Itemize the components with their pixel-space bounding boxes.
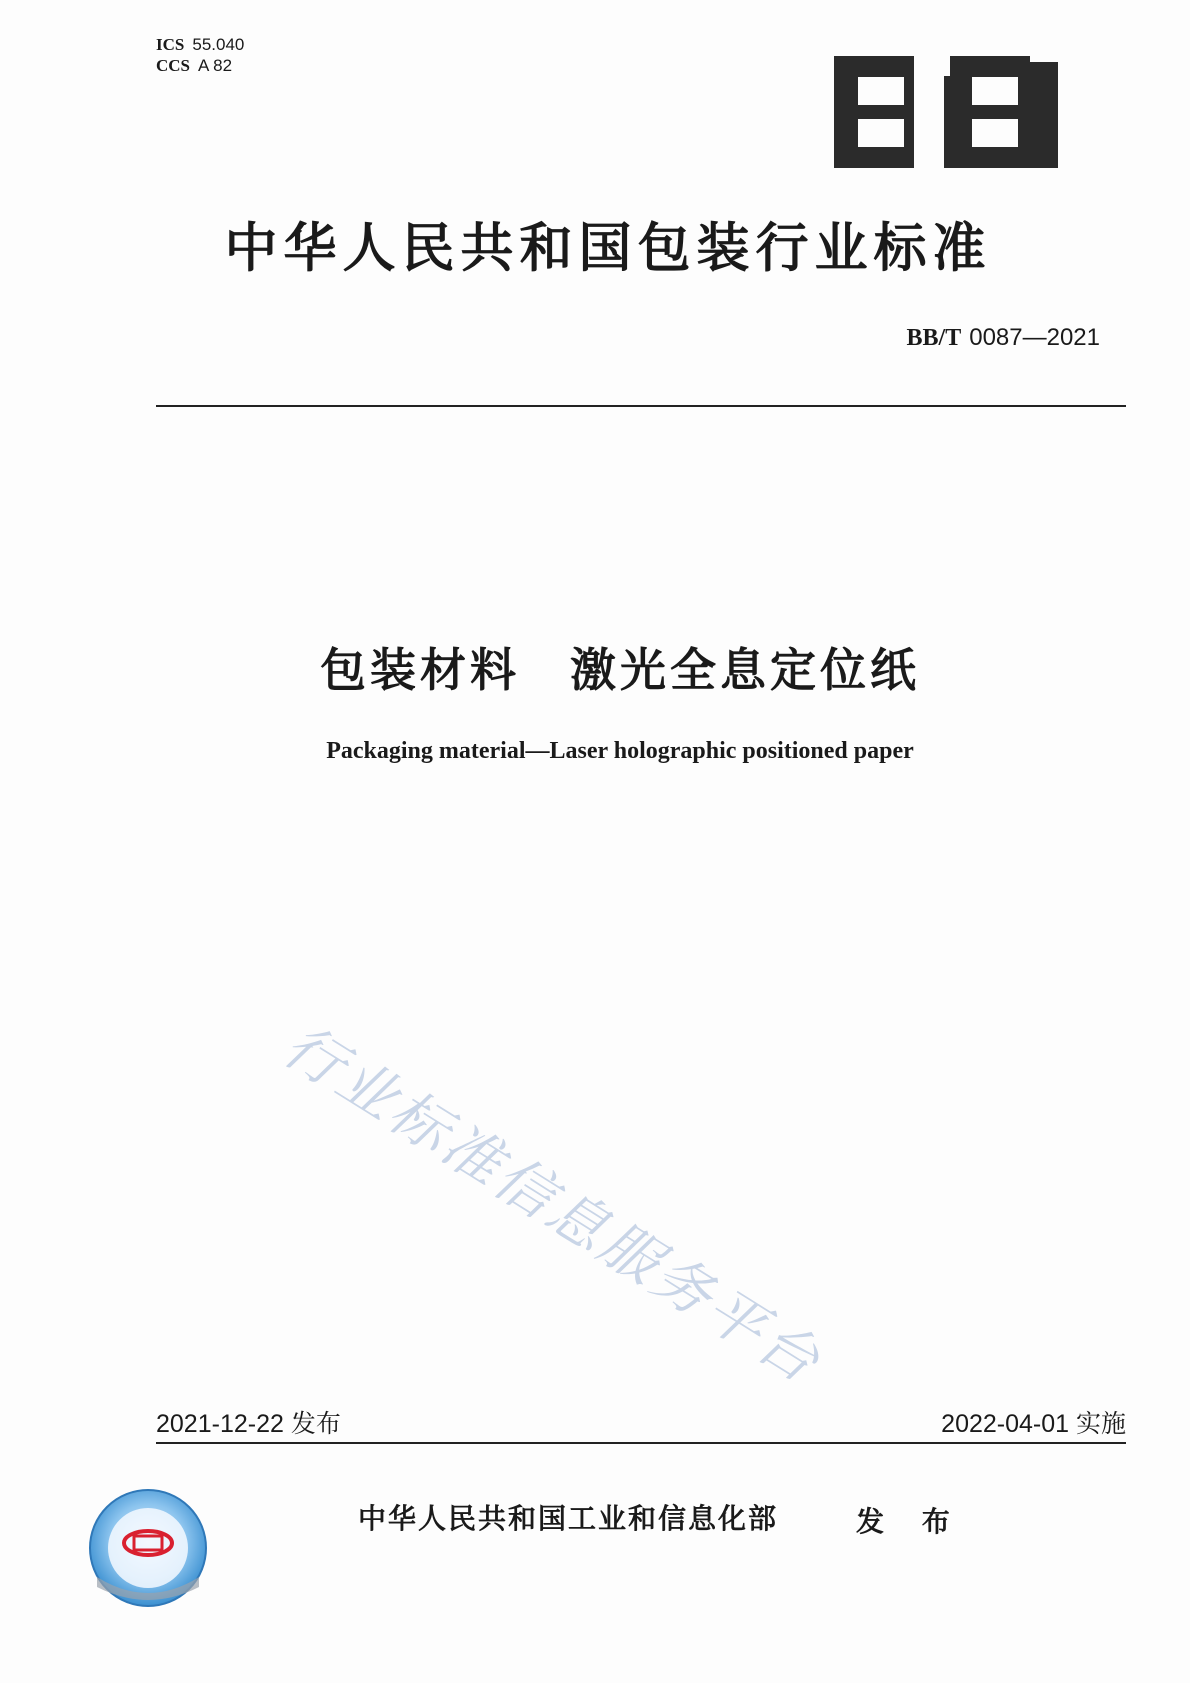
issuing-authority: 中华人民共和国工业和信息化部: [358, 1502, 779, 1535]
publish-date: 2021-12-22 发布: [156, 1410, 341, 1438]
ics-label: ICS: [156, 35, 185, 54]
top-divider: [156, 405, 1126, 407]
issue-label: 发 布: [856, 1505, 964, 1538]
watermark: 行业标准信息服务平台: [272, 1011, 834, 1398]
document-title-english: Packaging material—Laser holographic positioned paper: [326, 738, 914, 764]
ics-line: [156, 34, 244, 55]
implementation-date: 2022-04-01 实施: [941, 1410, 1126, 1438]
standard-category-title: 中华人民共和国包装行业标准: [224, 218, 992, 279]
bb-logo: [834, 56, 1058, 168]
dates-row: [156, 1404, 1126, 1438]
standard-code: 0087—2021: [969, 324, 1100, 351]
standard-number: [907, 323, 1100, 352]
ccs-line: [156, 55, 244, 76]
bottom-divider: [156, 1442, 1126, 1444]
anti-counterfeit-seal-icon: [87, 1487, 209, 1609]
standard-prefix: BB/T: [906, 325, 962, 351]
classification-codes: [156, 34, 244, 76]
ccs-label: CCS: [156, 56, 191, 75]
ics-code: 55.040: [192, 35, 245, 54]
document-title-chinese: 包装材料 激光全息定位纸: [320, 643, 920, 697]
ccs-code: A 82: [198, 56, 233, 75]
